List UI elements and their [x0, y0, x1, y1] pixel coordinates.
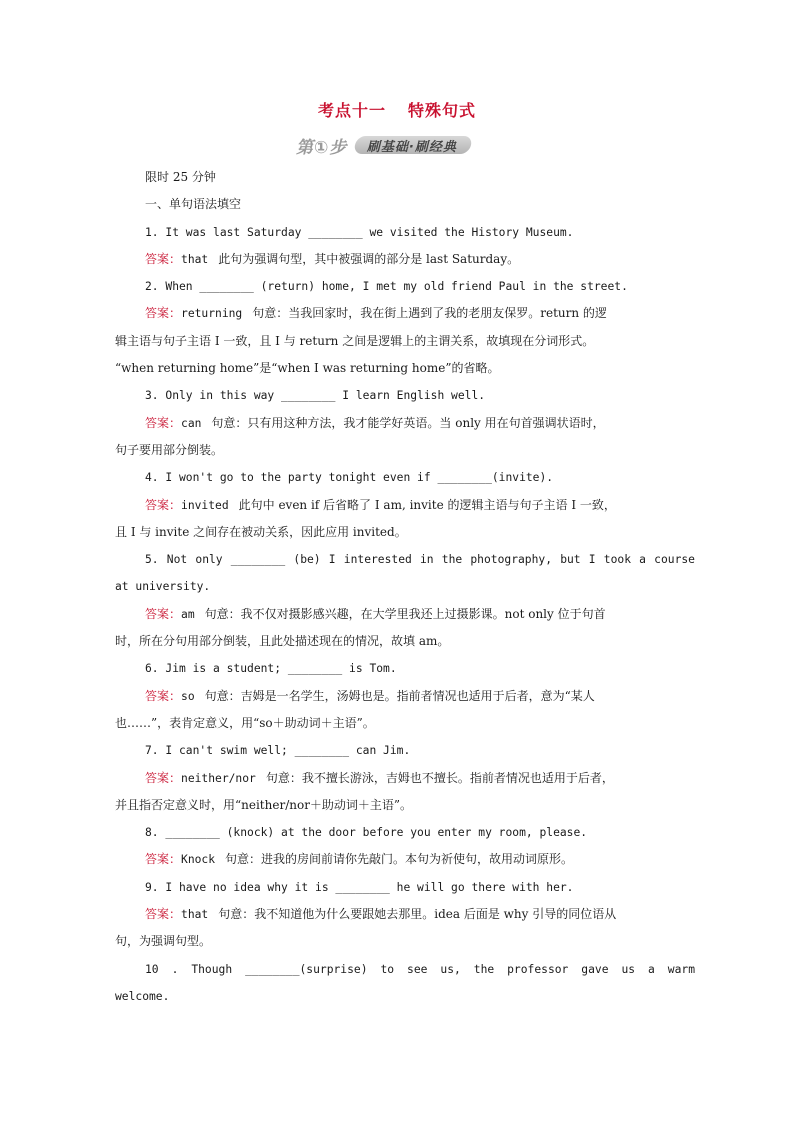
explanation-line: 句意：吉姆是一名学生，汤姆也是。指前者情况也适用于后者，意为“某人 — [204, 688, 595, 703]
answer-label: 答案： — [145, 606, 182, 621]
explanation: 此句为强调句型，其中被强调的部分是 last Saturday。 — [218, 251, 520, 266]
explanation-line: 句意：我不擅长游泳，吉姆也不擅长。指前者情况也适用于后者， — [265, 770, 614, 785]
question-8: 8. ________ (knock) at the door before you enter my room, please. — [145, 826, 588, 840]
answer-value: returning — [181, 307, 243, 321]
answer-5 — [115, 601, 695, 628]
question-6: 6. Jim is a student; ________ is Tom. — [145, 662, 397, 676]
question-7: 7. I can't swim well; ________ can Jim. — [145, 744, 411, 758]
answer-6 — [115, 683, 695, 710]
explanation-line: 并且指否定意义时，用“neither/nor＋助动词＋主语”。 — [115, 797, 413, 812]
explanation-line: 此句中 even if 后省略了 I am, invite 的逻辑主语与句子主语 I 一致， — [238, 497, 616, 512]
title-right: 特殊句式 — [408, 101, 477, 120]
answer-value: can — [181, 416, 202, 430]
section-heading: 一、单句语法填空 — [145, 197, 242, 212]
question-2: 2. When ________ (return) home, I met my old friend Paul in the street. — [145, 280, 628, 294]
question-4: 4. I won't go to the party tonight even if ________(invite). — [145, 471, 554, 485]
answer-value: so — [181, 689, 195, 703]
explanation-line: 也……”，表肯定意义，用“so＋助动词＋主语”。 — [115, 715, 375, 730]
explanation-line: 句意：我不知道他为什么要跟她去那里。idea 后面是 why 引导的同位语从 — [218, 907, 617, 922]
answer-label: 答案： — [145, 251, 182, 266]
question-10: 10 . Though ________(surprise) to see us, the professor gave us a warm — [145, 962, 695, 976]
answer-9 — [115, 901, 695, 928]
question-9: 9. I have no idea why it is ________ he will go there with her. — [145, 880, 574, 894]
exercise-content — [115, 164, 695, 1010]
question-5: 5. Not only ________ (be) I interested in the photography, but I took a course — [145, 553, 695, 567]
answer-value: invited — [181, 498, 229, 512]
page-title — [0, 98, 794, 121]
question-10-cont: welcome. — [115, 989, 170, 1003]
step-banner — [296, 134, 471, 156]
explanation-line: 句意：只有用这种方法，我才能学好英语。当 only 用在句首强调状语时， — [211, 415, 605, 430]
explanation-line: 句，为强调句型。 — [115, 934, 212, 949]
answer-2 — [115, 300, 695, 327]
answer-4 — [115, 492, 695, 519]
explanation-line: 且 I 与 invite 之间存在被动关系，因此应用 invited。 — [115, 524, 407, 539]
explanation-line: 句意：当我回家时，我在街上遇到了我的老朋友保罗。return 的逻 — [252, 306, 607, 321]
question-1: 1. It was last Saturday ________ we visited the History Museum. — [145, 225, 574, 239]
explanation: 句意：进我的房间前请你先敲门。本句为祈使句，故用动词原形。 — [225, 852, 574, 867]
time-limit: 限时 25 分钟 — [145, 170, 216, 184]
question-3: 3. Only in this way ________ I learn English well. — [145, 389, 486, 403]
answer-7 — [115, 765, 695, 792]
title-left: 考点十一 — [317, 101, 386, 120]
answer-value: am — [181, 607, 195, 621]
banner-pill — [353, 136, 473, 154]
banner-step: 第①步 — [296, 137, 348, 158]
answer-label: 答案： — [145, 497, 182, 512]
explanation-line: “when returning home”是“when I was returning home”的省略。 — [115, 361, 500, 376]
answer-label: 答案： — [145, 306, 182, 321]
question-5-cont: at university. — [115, 580, 211, 594]
explanation-line: 句子要用部分倒装。 — [115, 442, 224, 457]
answer-value: Knock — [181, 853, 216, 867]
answer-1 — [115, 246, 695, 273]
explanation-line: 时，所在分句用部分倒装，且此处描述现在的情况，故填 am。 — [115, 634, 450, 649]
answer-label: 答案： — [145, 770, 182, 785]
answer-value: that — [181, 252, 209, 266]
answer-label: 答案： — [145, 907, 182, 922]
answer-label: 答案： — [145, 688, 182, 703]
answer-3 — [115, 410, 695, 437]
answer-8 — [115, 846, 695, 873]
answer-label: 答案： — [145, 852, 182, 867]
explanation-line: 句意：我不仅对摄影感兴趣，在大学里我还上过摄影课。not only 位于句首 — [204, 606, 606, 621]
answer-value: that — [181, 908, 209, 922]
answer-value: neither/nor — [181, 771, 256, 785]
banner-tag: 刷基础·刷经典 — [367, 139, 458, 155]
answer-label: 答案： — [145, 415, 182, 430]
explanation-line: 辑主语与句子主语 I 一致，且 I 与 return 之间是逻辑上的主谓关系，故填现在分词形式。 — [115, 333, 595, 348]
